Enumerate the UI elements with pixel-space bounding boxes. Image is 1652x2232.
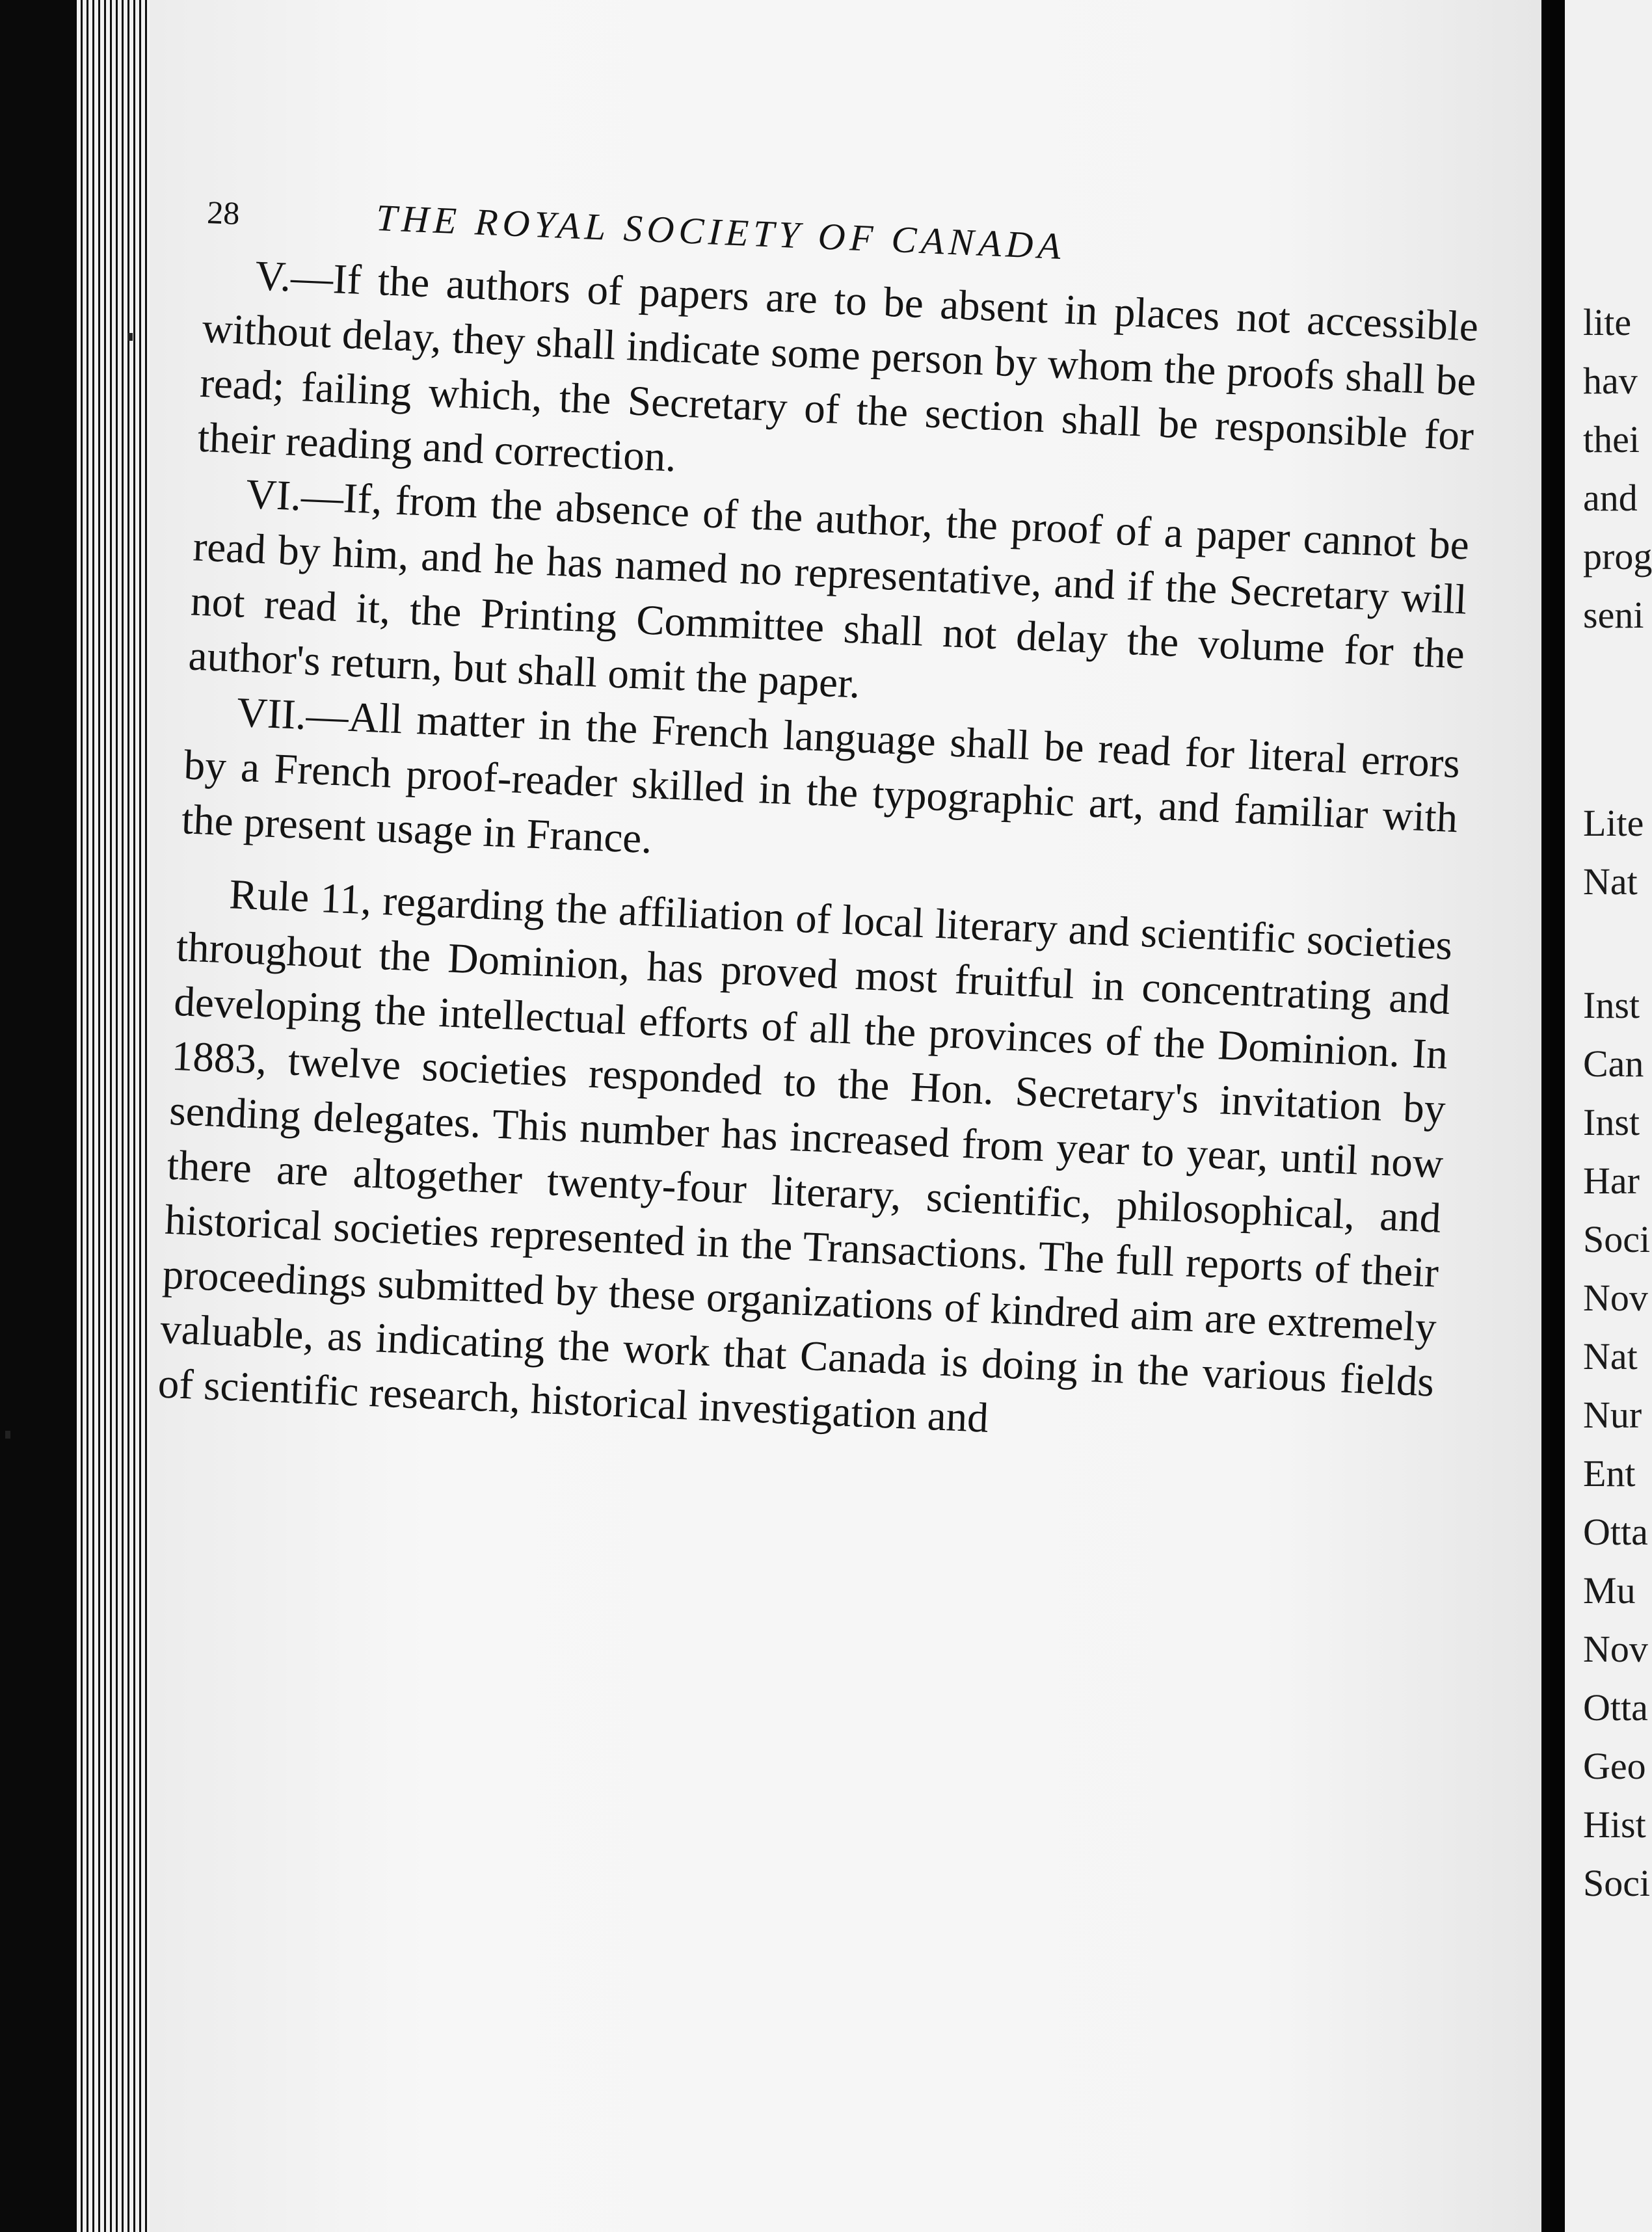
right-page-fragment: Otta	[1583, 1686, 1648, 1729]
right-page-fragment: and	[1583, 477, 1638, 519]
scan-speck	[5, 1431, 10, 1439]
right-page	[1565, 0, 1652, 2232]
right-page-fragment: Har	[1583, 1160, 1640, 1202]
right-page-fragment: lite	[1583, 301, 1632, 343]
right-page-fragment: Nat	[1583, 860, 1638, 903]
right-page-fragment: thei	[1583, 418, 1640, 460]
page-number: 28	[206, 193, 241, 232]
right-page-fragment: Soci	[1583, 1862, 1651, 1904]
paragraph-rule-v: V.—If the authors of papers are to be absent in places not accessible without delay, they shall indicate some person by whom the proofs shall be read; failing which, the Secretary of the section shall be responsible for their reading and correction.	[196, 252, 1480, 481]
running-head-title: THE ROYAL SOCIETY OF CANADA	[375, 196, 1067, 268]
right-page-fragment: hav	[1583, 360, 1638, 402]
right-page-fragment: seni	[1583, 594, 1644, 636]
right-page-fragment: Nov	[1583, 1628, 1648, 1670]
left-page-text	[157, 189, 1482, 1473]
paragraph-rule-vi: VI.—If, from the absence of the author, the proof of a paper cannot be read by him, and he has named no representative, and if the Secretary will not read it, the Printing Committee shall not delay the volume for the author's return, but shall omit the paper.	[187, 470, 1471, 708]
right-page-fragment: Soci	[1583, 1218, 1651, 1260]
right-page-fragment: prog	[1583, 535, 1652, 578]
right-page-fragment: Mu	[1583, 1569, 1636, 1612]
right-page-fragment: Ent	[1583, 1452, 1636, 1495]
right-page-fragment: Nov	[1583, 1277, 1648, 1319]
right-page-fragment: Nur	[1583, 1394, 1642, 1436]
paragraph-rule-11: Rule 11, regarding the affiliation of local literary and scientific societies throughout the Dominion, has proved most fruitful in concentrating and developing the intellectual efforts of all the provinces of the Dominion. In 1883, twelve societies responded to the Hon. Secretary's invitation by sending delegates. This number has increased from year to year, until now there are altogether twenty-four literary, scientific, philosophical, and historical societies represented in the Transactions. The full reports of their proceedings submitted by these organizations of kindred aim are extremely valuable, as indicating the work that Canada is doing in the various fields of scientific research, historical investigation and	[157, 871, 1454, 1442]
right-page-fragment: Geo	[1583, 1745, 1646, 1787]
right-page-fragment: Can	[1583, 1043, 1644, 1085]
right-page-fragment: Hist	[1583, 1803, 1646, 1846]
right-page-fragment: Inst	[1583, 1101, 1640, 1143]
paragraph-rule-vii: VII.—All matter in the French language shall be read for literal errors by a French proof-reader skilled in the typographic art, and familiar with the present usage in France.	[180, 689, 1461, 863]
right-page-fragment: Lite	[1583, 802, 1644, 844]
right-page-fragment: Otta	[1583, 1511, 1648, 1553]
book-gutter	[1541, 0, 1565, 2232]
right-page-fragment: Inst	[1583, 984, 1640, 1026]
right-page-fragment: Nat	[1583, 1335, 1638, 1377]
scan-speck	[127, 333, 133, 341]
